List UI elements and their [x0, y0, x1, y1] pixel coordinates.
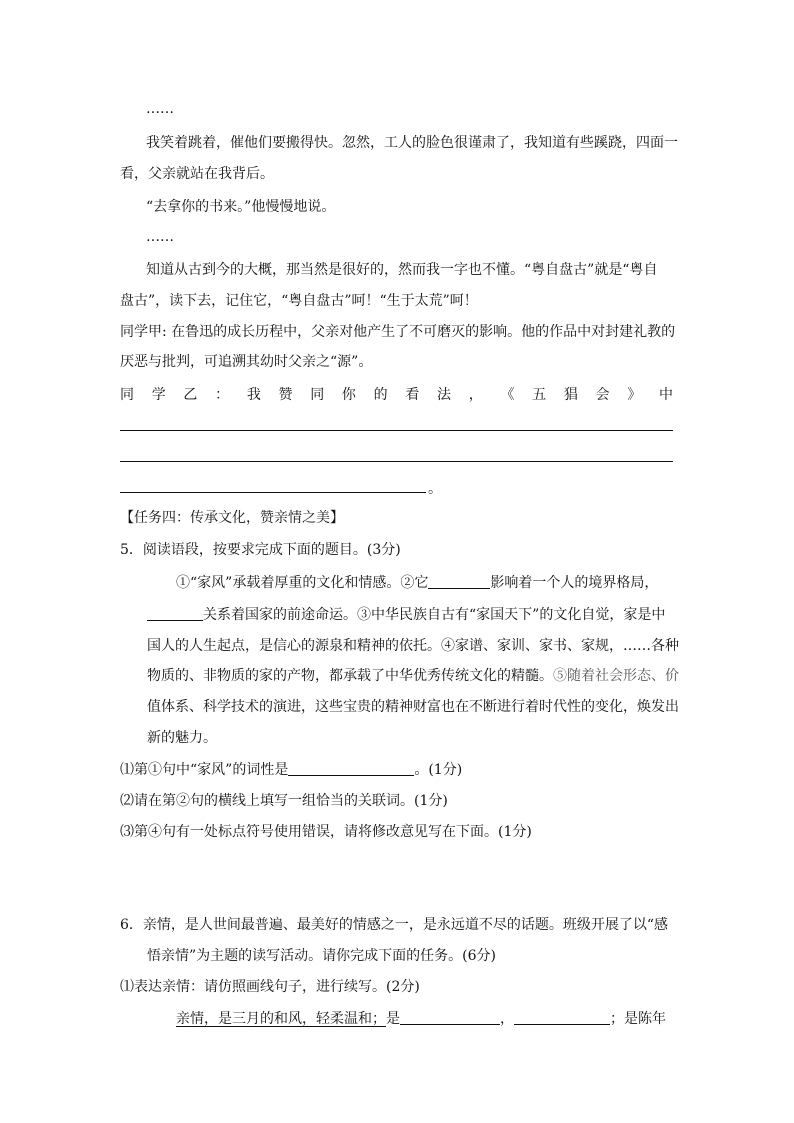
q5-passage-l4-a: 物质的、非物质的家的产物，都承载了中华优秀传统文化的精髓。	[147, 668, 553, 684]
part-of-speech-blank[interactable]	[288, 761, 414, 776]
q5-passage-line3: 国人的人生起点，是信心的源泉和精神的依托。④家谱、家训、家书、家规，……各种	[147, 638, 679, 654]
q6-line1: 6．亲情，是人世间最普遍、最美好的情感之一，是永远道不尽的话题。班级开展了以“感	[120, 917, 669, 933]
student-b-char: 你	[341, 387, 356, 403]
excerpt-p2: “去拿你的书来。”他慢慢地说。	[146, 199, 336, 215]
q5-passage-line1	[176, 573, 658, 593]
q6-line2: 悟亲情”为主题的读写活动。请你完成下面的任务。(6分)	[147, 948, 496, 964]
ellipsis-2: ……	[146, 229, 174, 245]
q6-underlined-sentence: 亲情，是三月的和风，轻柔温和；	[176, 1011, 386, 1027]
answer-line-2[interactable]	[120, 461, 673, 462]
q5-passage-line5: 值体系、科学技术的演进，这些宝贵的精神财富也在不断进行着时代性的变化，焕发出	[147, 699, 679, 715]
ellipsis-1: ……	[146, 101, 174, 117]
q5-passage-l2: 关系着国家的前途命运。③中华民族自古有“家国天下”的文化自觉，家是中	[203, 607, 666, 623]
answer-line-1[interactable]	[120, 430, 673, 431]
student-b-char: 猖	[563, 387, 578, 403]
student-b-char: 法	[437, 387, 452, 403]
connective-blank-2[interactable]	[147, 606, 203, 621]
student-b-char: 同	[310, 387, 325, 403]
student-b-char: 五	[532, 387, 547, 403]
imitation-blank-1[interactable]	[400, 1010, 500, 1025]
student-b-char: 》	[627, 387, 642, 403]
q5-passage-line4	[147, 666, 679, 686]
student-b-char: 学	[151, 387, 166, 403]
q6-tail: ；是陈年	[610, 1011, 666, 1027]
student-a-line2: 厌恶与批判，可追溯其幼时父亲之“源”。	[120, 354, 373, 370]
imitation-blank-2[interactable]	[514, 1010, 610, 1025]
student-b-char: 乙	[183, 387, 198, 403]
excerpt-p1-line2: 看，父亲就站在我背后。	[120, 166, 274, 182]
student-b-char: ，	[468, 387, 483, 403]
student-b-char: 会	[595, 387, 610, 403]
excerpt-p3-line2: 盘古”，读下去，记住它，“粤自盘古”呵！“生于太荒”呵！	[120, 293, 478, 309]
student-b-char: 我	[246, 387, 261, 403]
connective-blank-1[interactable]	[428, 574, 490, 589]
q6-comma: ，	[500, 1011, 514, 1027]
q6-is-1: 是	[386, 1011, 400, 1027]
student-b-char: 看	[405, 387, 420, 403]
q5-sub3: ⑶第④句有一处标点符号使用错误，请将修改意见写在下面。(1分)	[120, 824, 532, 840]
q5-passage-line6: 新的魅力。	[147, 730, 217, 746]
student-b-line	[120, 385, 673, 405]
q5-passage-line2	[147, 605, 665, 625]
answer-end-mark: 。	[428, 481, 442, 497]
q5-sub1	[120, 760, 462, 780]
q5-passage-l1-b: 影响着一个人的境界格局，	[490, 575, 659, 591]
q5-passage-l4-b: ⑤随着社会形态、价	[553, 668, 679, 684]
student-a-line1: 同学甲: 在鲁迅的成长历程中，父亲对他产生了不可磨灭的影响。他的作品中对封建礼教的	[120, 324, 676, 340]
q5-sub1-a: ⑴第①句中“家风”的词性是	[120, 762, 289, 778]
excerpt-p1-line1: 我笑着跳着，催他们要搬得快。忽然，工人的脸色很谨肃了，我知道有些蹊跷，四面一	[146, 135, 678, 151]
excerpt-p3-line1: 知道从古到今的大概，那当然是很好的，然而我一字也不懂。“粤自盘古”就是“粤自	[146, 262, 658, 278]
student-b-char: 赞	[278, 387, 293, 403]
q5-sub1-b: 。(1分)	[414, 762, 463, 778]
q6-sub1: ⑴表达亲情：请仿照画线句子，进行续写。(2分)	[120, 979, 420, 995]
student-b-char: 的	[373, 387, 388, 403]
student-b-char: 中	[658, 387, 673, 403]
answer-line-3[interactable]	[120, 492, 426, 493]
q5-passage-l1-a: ①“家风”承载着厚重的文化和情感。②它	[176, 575, 429, 591]
student-b-char: 同	[120, 387, 134, 403]
q5-title: 5．阅读语段，按要求完成下面的题目。(3分)	[120, 542, 401, 558]
student-b-char: ：	[215, 387, 230, 403]
student-b-char: 《	[500, 387, 515, 403]
q5-sub2: ⑵请在第②句的横线上填写一组恰当的关联词。(1分)	[120, 793, 448, 809]
task4-heading: 【任务四：传承文化，赞亲情之美】	[120, 510, 344, 526]
q6-imitation-line	[176, 1009, 666, 1029]
